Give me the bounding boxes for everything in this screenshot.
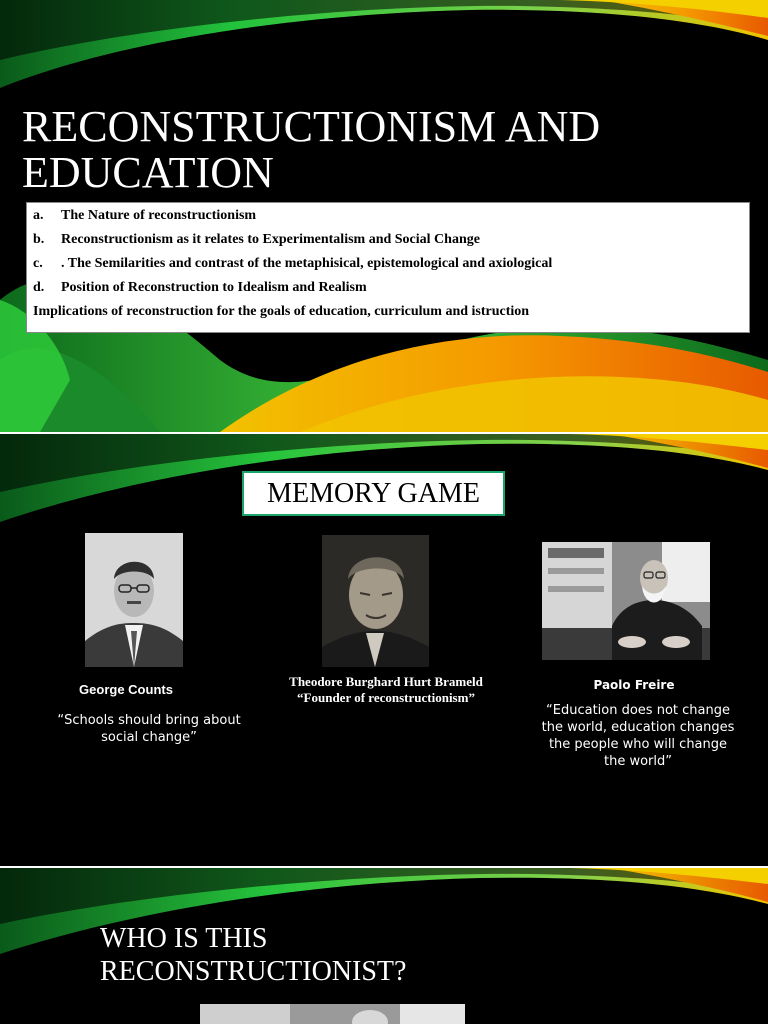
slide-1-title xyxy=(22,104,742,196)
outline-item-b xyxy=(33,228,743,252)
slide-3-title xyxy=(100,922,406,988)
portrait-photo-icon xyxy=(85,533,183,667)
person-quote: “Education does not change the world, education changes the people who will change the world” xyxy=(541,703,735,769)
portrait-photo-icon xyxy=(200,1004,465,1024)
portrait-photo-icon xyxy=(322,535,429,667)
outline-item-a xyxy=(33,204,743,228)
title-line-1: RECONSTRUCTIONISM AND xyxy=(22,102,601,151)
title-line-2: EDUCATION xyxy=(22,148,274,197)
outline-text: The Nature of reconstructionism xyxy=(61,208,257,223)
person-name: Theodore Burghard Hurt Brameld xyxy=(289,674,483,689)
outline-letter: b. xyxy=(33,232,45,247)
title-line-2: RECONSTRUCTIONIST? xyxy=(100,956,407,987)
outline-text: Position of Reconstruction to Idealism and Realism xyxy=(61,280,367,295)
outline-text: Reconstructionism as it relates to Experimentalism and Social Change xyxy=(61,232,480,247)
person-quote: “Founder of reconstructionism” xyxy=(297,690,475,705)
slide-2 xyxy=(0,434,768,866)
outline-letter: a. xyxy=(33,208,44,223)
memory-game-title: MEMORY GAME xyxy=(242,471,505,516)
outline-box xyxy=(26,202,750,333)
slide-3 xyxy=(0,868,768,1024)
outline-letter: c. xyxy=(33,256,43,271)
person-quote: “Schools should bring about social change” xyxy=(57,713,241,745)
outline-item-c xyxy=(33,252,743,276)
portrait-photo-icon xyxy=(542,542,710,660)
outline-item-d xyxy=(33,276,743,300)
outline-letter: d. xyxy=(33,280,45,295)
person-name: George Counts xyxy=(79,682,173,697)
slide-1 xyxy=(0,0,768,432)
implications-line: Implications of reconstruction for the goals of education, curriculum and istruction xyxy=(33,304,530,319)
outline-text: . The Semilarities and contrast of the metaphisical, epistemological and axiological xyxy=(61,256,553,271)
person-name: Paolo Freire xyxy=(593,678,675,692)
title-line-1: WHO IS THIS xyxy=(100,923,268,954)
